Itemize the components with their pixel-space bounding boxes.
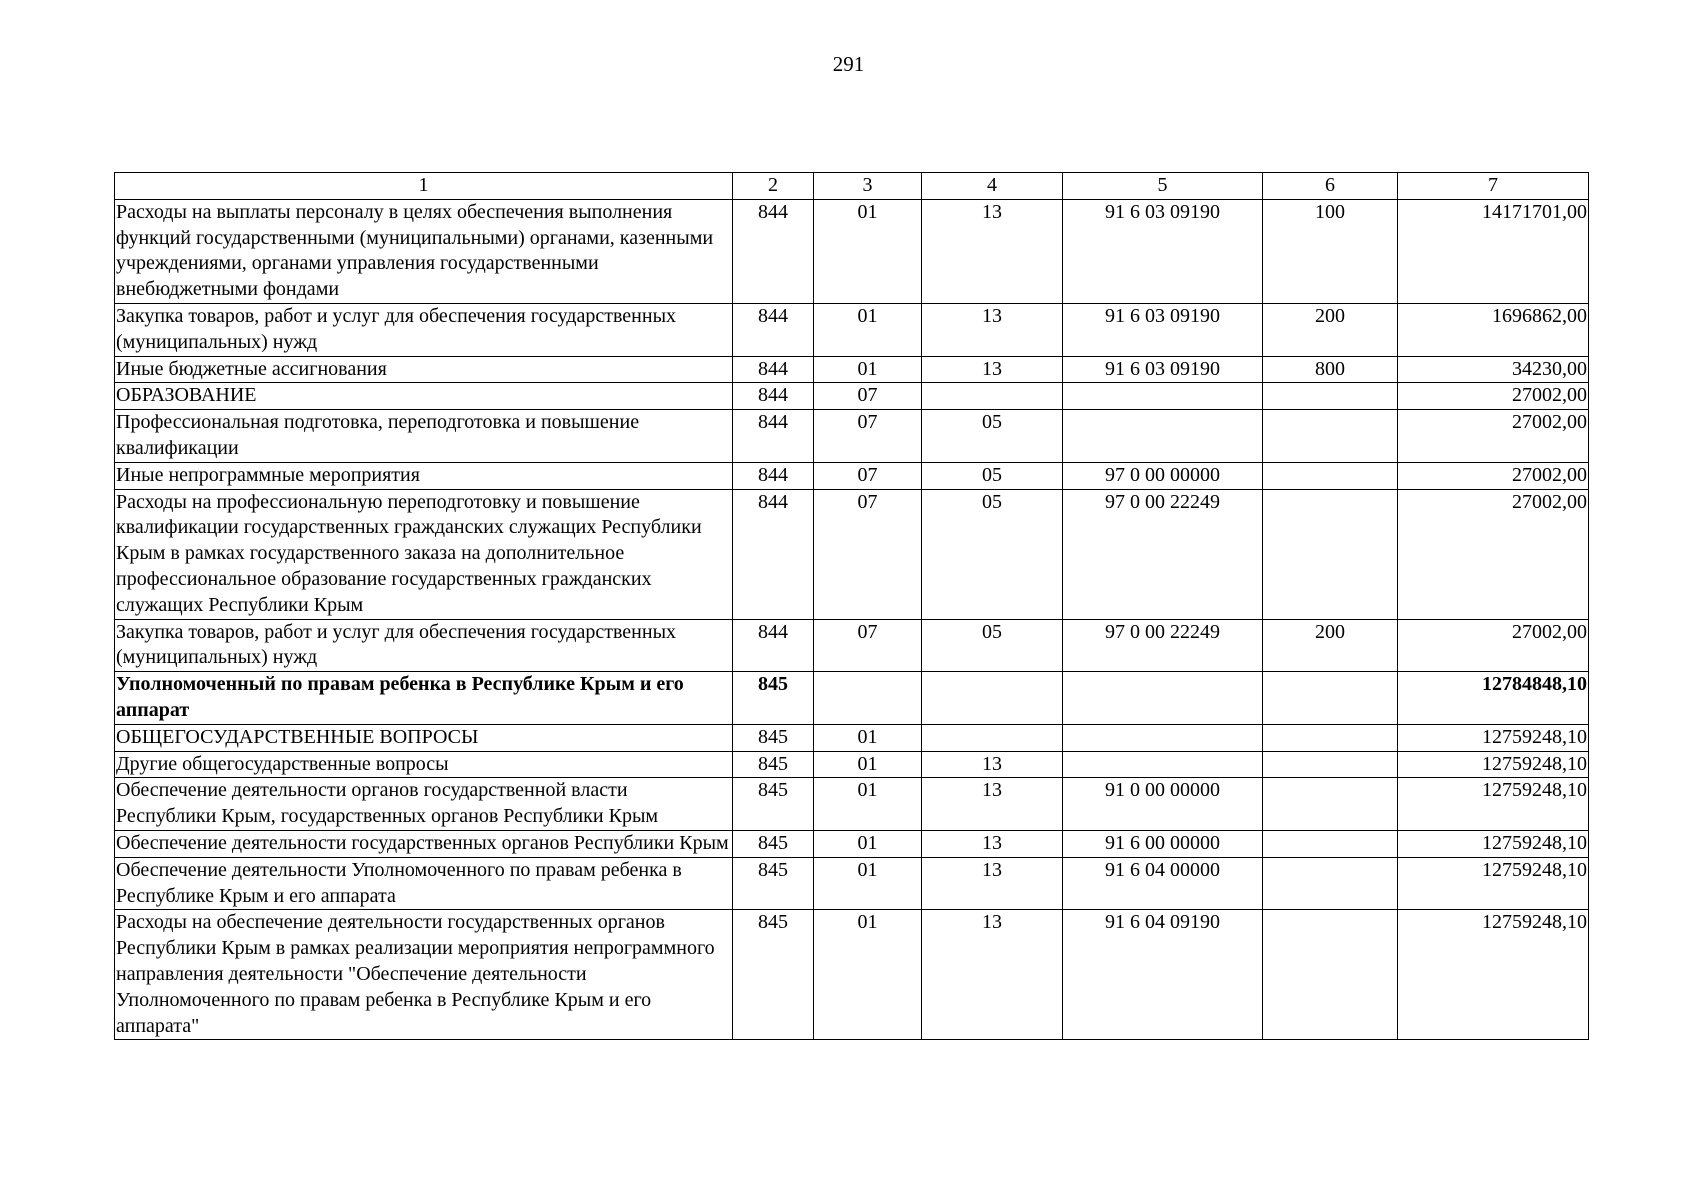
target-item-code-cell: 91 6 03 09190 — [1063, 303, 1263, 356]
table-row — [115, 910, 1589, 1040]
expense-name-cell: Расходы на обеспечение деятельности государственных органов Республики Крым в рамках реализации мероприятия непрограммного направления деятельности "Обеспечение деятельности Уполномоченного по правам ребенка в Республике Крым и его аппарата" — [115, 910, 733, 1040]
amount-cell: 27002,00 — [1398, 462, 1589, 489]
department-code-cell: 844 — [733, 199, 814, 303]
amount-cell: 27002,00 — [1398, 383, 1589, 410]
header-cell: 4 — [922, 173, 1063, 200]
table-row — [115, 383, 1589, 410]
amount-cell: 12759248,10 — [1398, 751, 1589, 778]
expense-name-cell: Обеспечение деятельности государственных органов Республики Крым — [115, 830, 733, 857]
target-item-code-cell: 91 6 03 09190 — [1063, 356, 1263, 383]
target-item-code-cell: 97 0 00 22249 — [1063, 619, 1263, 672]
expense-type-code-cell — [1263, 857, 1398, 910]
department-code-cell: 844 — [733, 619, 814, 672]
table-row — [115, 724, 1589, 751]
section-code-cell: 01 — [814, 356, 922, 383]
department-code-cell: 844 — [733, 303, 814, 356]
target-item-code-cell: 91 0 00 00000 — [1063, 778, 1263, 831]
expense-name-cell: Закупка товаров, работ и услуг для обеспечения государственных (муниципальных) нужд — [115, 619, 733, 672]
amount-cell: 12759248,10 — [1398, 778, 1589, 831]
department-code-cell: 845 — [733, 910, 814, 1040]
expense-name-cell: Расходы на профессиональную переподготовку и повышение квалификации государственных гражданских служащих Республики Крым в рамках государственного заказа на дополнительное профессиональное образование государственных гражданских служащих Республики Крым — [115, 489, 733, 619]
amount-cell: 14171701,00 — [1398, 199, 1589, 303]
expense-type-code-cell — [1263, 910, 1398, 1040]
section-code-cell: 01 — [814, 724, 922, 751]
target-item-code-cell — [1063, 751, 1263, 778]
target-item-code-cell: 91 6 00 00000 — [1063, 830, 1263, 857]
amount-cell: 12759248,10 — [1398, 830, 1589, 857]
amount-cell: 12759248,10 — [1398, 724, 1589, 751]
department-code-cell: 844 — [733, 410, 814, 463]
table-row — [115, 489, 1589, 619]
subsection-code-cell: 05 — [922, 489, 1063, 619]
subsection-code-cell: 13 — [922, 303, 1063, 356]
expense-name-cell: Иные непрограммные мероприятия — [115, 462, 733, 489]
expense-type-code-cell — [1263, 724, 1398, 751]
table-row — [115, 619, 1589, 672]
expense-type-code-cell — [1263, 751, 1398, 778]
subsection-code-cell: 05 — [922, 410, 1063, 463]
target-item-code-cell — [1063, 724, 1263, 751]
section-code-cell: 07 — [814, 383, 922, 410]
subsection-code-cell: 13 — [922, 751, 1063, 778]
expense-type-code-cell — [1263, 410, 1398, 463]
department-code-cell: 844 — [733, 489, 814, 619]
section-code-cell: 01 — [814, 303, 922, 356]
amount-cell: 27002,00 — [1398, 410, 1589, 463]
subsection-code-cell: 05 — [922, 619, 1063, 672]
expense-type-code-cell — [1263, 672, 1398, 725]
table-row — [115, 356, 1589, 383]
table-row — [115, 672, 1589, 725]
department-code-cell: 845 — [733, 751, 814, 778]
expense-type-code-cell: 200 — [1263, 619, 1398, 672]
section-code-cell: 01 — [814, 751, 922, 778]
amount-cell: 12759248,10 — [1398, 910, 1589, 1040]
amount-cell: 12784848,10 — [1398, 672, 1589, 725]
section-code-cell: 01 — [814, 830, 922, 857]
department-code-cell: 844 — [733, 383, 814, 410]
expense-name-cell: Расходы на выплаты персоналу в целях обеспечения выполнения функций государственными (муниципальными) органами, казенными учреждениями, органами управления государственными внебюджетными фондами — [115, 199, 733, 303]
target-item-code-cell — [1063, 383, 1263, 410]
amount-cell: 27002,00 — [1398, 619, 1589, 672]
expense-type-code-cell — [1263, 383, 1398, 410]
section-code-cell: 01 — [814, 910, 922, 1040]
table-row — [115, 857, 1589, 910]
amount-cell: 34230,00 — [1398, 356, 1589, 383]
subsection-code-cell: 13 — [922, 830, 1063, 857]
target-item-code-cell — [1063, 410, 1263, 463]
department-code-cell: 845 — [733, 672, 814, 725]
header-cell: 3 — [814, 173, 922, 200]
header-row — [115, 173, 1589, 200]
expense-type-code-cell — [1263, 778, 1398, 831]
subsection-code-cell: 13 — [922, 199, 1063, 303]
department-code-cell: 844 — [733, 462, 814, 489]
expense-type-code-cell — [1263, 462, 1398, 489]
header-cell: 6 — [1263, 173, 1398, 200]
table-row — [115, 199, 1589, 303]
target-item-code-cell: 91 6 04 00000 — [1063, 857, 1263, 910]
table-row — [115, 462, 1589, 489]
target-item-code-cell — [1063, 672, 1263, 725]
expense-type-code-cell: 200 — [1263, 303, 1398, 356]
department-code-cell: 845 — [733, 857, 814, 910]
target-item-code-cell: 91 6 04 09190 — [1063, 910, 1263, 1040]
section-code-cell: 01 — [814, 857, 922, 910]
expense-name-cell: Уполномоченный по правам ребенка в Республике Крым и его аппарат — [115, 672, 733, 725]
target-item-code-cell: 97 0 00 00000 — [1063, 462, 1263, 489]
department-code-cell: 844 — [733, 356, 814, 383]
subsection-code-cell: 13 — [922, 778, 1063, 831]
target-item-code-cell: 97 0 00 22249 — [1063, 489, 1263, 619]
expense-type-code-cell: 800 — [1263, 356, 1398, 383]
header-cell: 7 — [1398, 173, 1589, 200]
department-code-cell: 845 — [733, 724, 814, 751]
table-row — [115, 830, 1589, 857]
expense-name-cell: Обеспечение деятельности Уполномоченного по правам ребенка в Республике Крым и его аппарата — [115, 857, 733, 910]
expense-type-code-cell — [1263, 830, 1398, 857]
section-code-cell: 07 — [814, 489, 922, 619]
department-code-cell: 845 — [733, 778, 814, 831]
subsection-code-cell — [922, 383, 1063, 410]
header-cell: 5 — [1063, 173, 1263, 200]
expense-name-cell: Иные бюджетные ассигнования — [115, 356, 733, 383]
section-code-cell: 01 — [814, 199, 922, 303]
amount-cell: 12759248,10 — [1398, 857, 1589, 910]
expense-type-code-cell — [1263, 489, 1398, 619]
subsection-code-cell: 13 — [922, 910, 1063, 1040]
budget-table — [114, 172, 1589, 1040]
table-row — [115, 778, 1589, 831]
subsection-code-cell: 13 — [922, 356, 1063, 383]
expense-type-code-cell: 100 — [1263, 199, 1398, 303]
section-code-cell: 07 — [814, 619, 922, 672]
table-body — [115, 199, 1589, 1040]
department-code-cell: 845 — [733, 830, 814, 857]
section-code-cell: 07 — [814, 462, 922, 489]
subsection-code-cell: 13 — [922, 857, 1063, 910]
subsection-code-cell — [922, 672, 1063, 725]
expense-name-cell: Закупка товаров, работ и услуг для обеспечения государственных (муниципальных) нужд — [115, 303, 733, 356]
subsection-code-cell — [922, 724, 1063, 751]
subsection-code-cell: 05 — [922, 462, 1063, 489]
expense-name-cell: ОБЩЕГОСУДАРСТВЕННЫЕ ВОПРОСЫ — [115, 724, 733, 751]
header-cell: 1 — [115, 173, 733, 200]
expense-name-cell: Профессиональная подготовка, переподготовка и повышение квалификации — [115, 410, 733, 463]
expense-name-cell: ОБРАЗОВАНИЕ — [115, 383, 733, 410]
page-number: 291 — [832, 52, 865, 76]
expense-name-cell: Обеспечение деятельности органов государственной власти Республики Крым, государственных органов Республики Крым — [115, 778, 733, 831]
amount-cell: 27002,00 — [1398, 489, 1589, 619]
target-item-code-cell: 91 6 03 09190 — [1063, 199, 1263, 303]
expense-name-cell: Другие общегосударственные вопросы — [115, 751, 733, 778]
header-cell: 2 — [733, 173, 814, 200]
amount-cell: 1696862,00 — [1398, 303, 1589, 356]
table-row — [115, 410, 1589, 463]
table-row — [115, 751, 1589, 778]
section-code-cell — [814, 672, 922, 725]
section-code-cell: 07 — [814, 410, 922, 463]
table-row — [115, 303, 1589, 356]
section-code-cell: 01 — [814, 778, 922, 831]
